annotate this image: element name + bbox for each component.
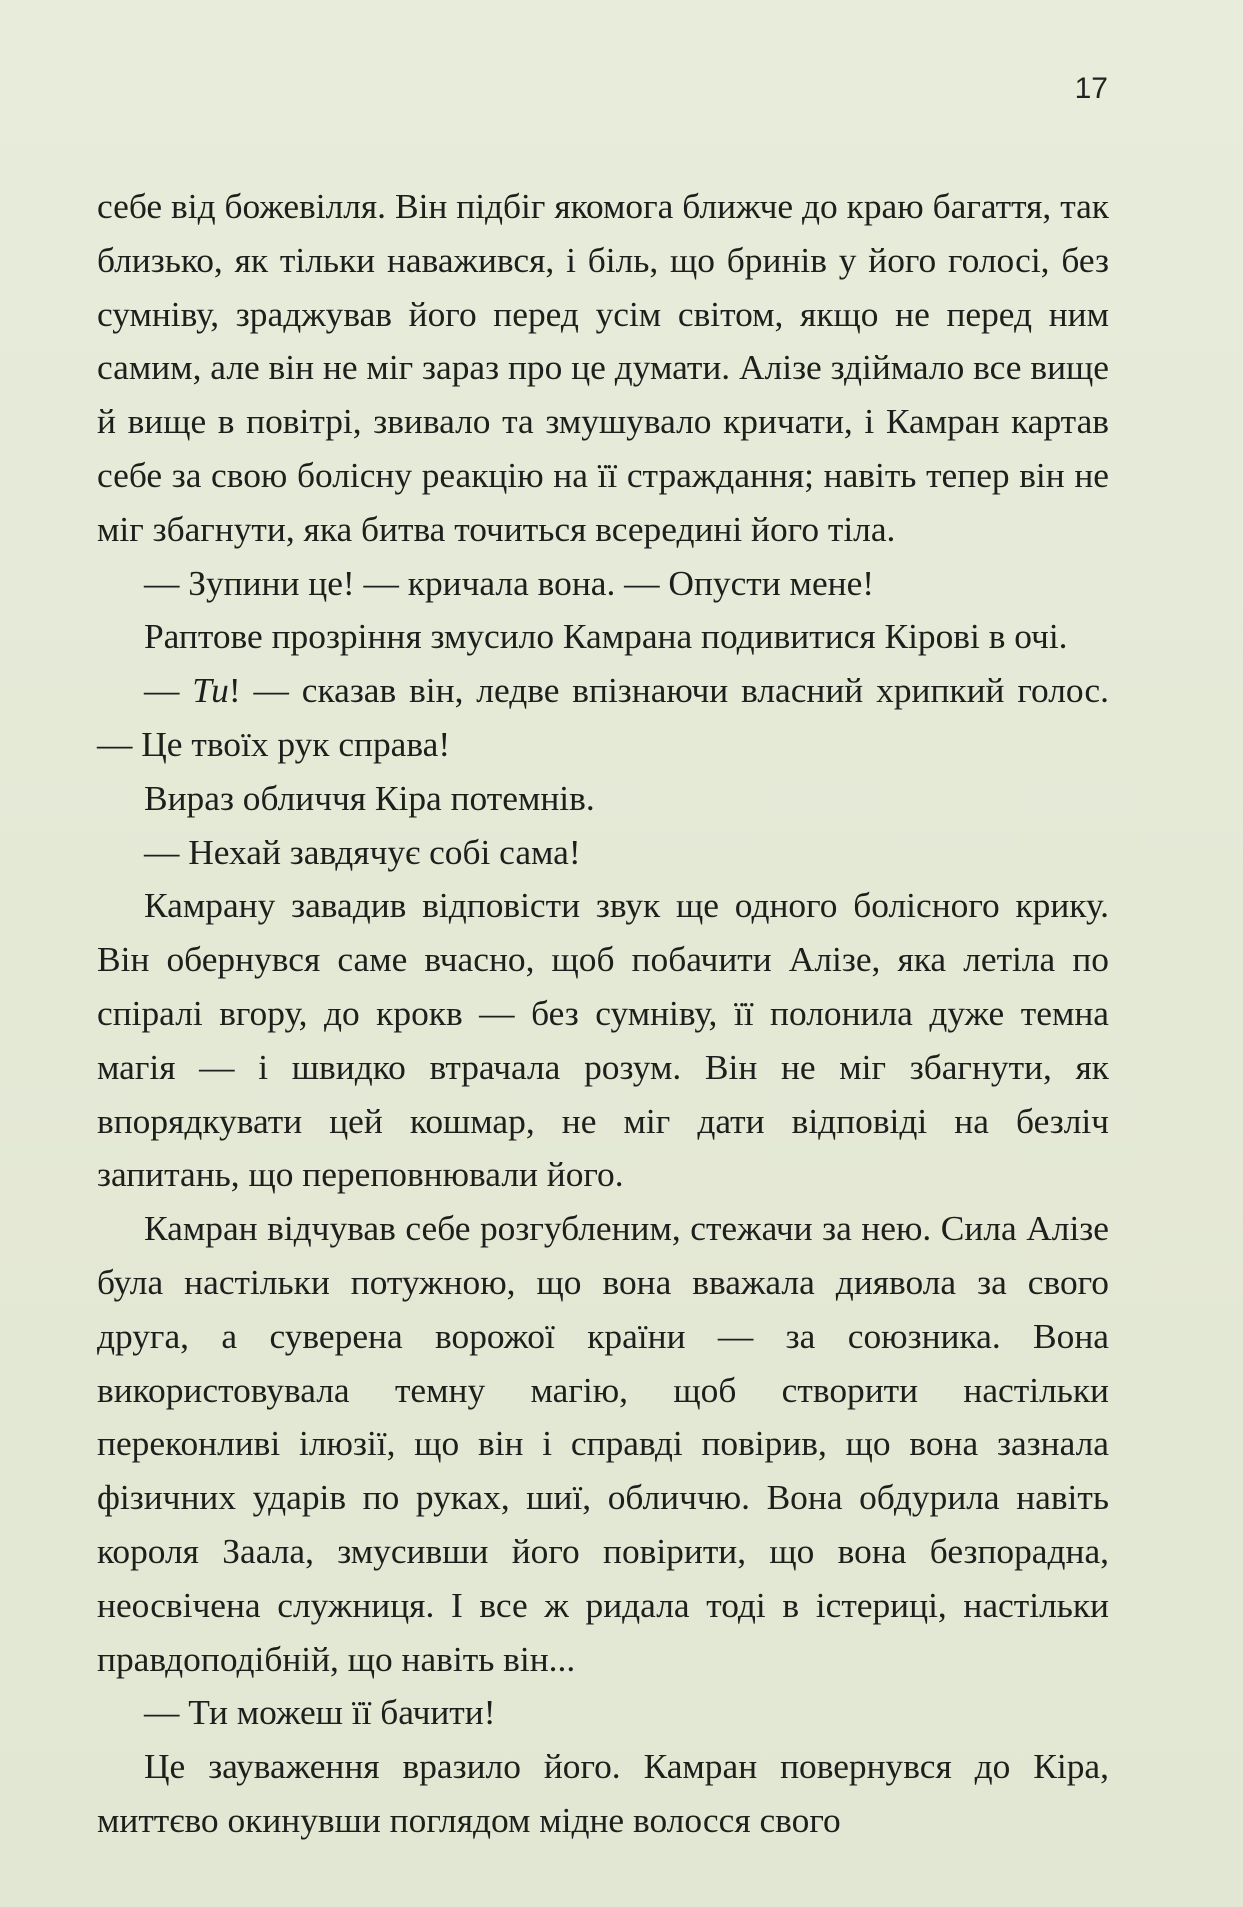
italic-word: Ти — [192, 670, 229, 711]
paragraph-5: Вираз обличчя Кіра потемнів. — [144, 777, 595, 818]
paragraph-6: — Нехай завдячує собі сама! — [144, 831, 581, 872]
paragraph-9: — Ти можеш її бачити! — [144, 1692, 496, 1733]
paragraph-7: Камрану завадив відповісти звук ще одного болісного крику. Він обернувся саме вчасно, щоб побачити Алізе, яка летіла по спіралі вгору, до крокв — без сумніву, її полонила дуже темна магія — і швидко втрачала розум. Він не міг збагнути, як впорядкувати цей кошмар, не міг дати відповіді на безліч запитань, що переповнювали його. — [97, 885, 1109, 1195]
page-number: 17 — [1074, 72, 1108, 105]
paragraph-10: Це зауваження вразило його. Камран повернувся до Кіра, миттєво окинувши поглядом мідне волосся свого — [97, 1746, 1109, 1840]
body-text — [97, 180, 1109, 1848]
paragraph-8: Камран відчував себе розгубленим, стежачи за нею. Сила Алізе була настільки потужною, що вона вважала диявола за свого друга, а суверена ворожої країни — за союзника. Вона використовувала темну магію, щоб створити настільки переконливі ілюзії, що він і справді повірив, що вона зазнала фізичних ударів по руках, шиї, обличчю. Вона обдурила навіть короля Заала, змусивши його повірити, що вона безпорадна, неосвічена служниця. І все ж ридала тоді в істериці, настільки правдоподібній, що навіть він... — [97, 1208, 1109, 1679]
paragraph-2: — Зупини це! — кричала вона. — Опусти мене! — [144, 562, 875, 603]
paragraph-1: себе від божевілля. Він підбіг якомога ближче до краю багаття, так близько, як тільки наважився, і біль, що бринів у його голосі, без сумніву, зраджував його перед усім світом, якщо не перед ним самим, але він не міг зараз про це думати. Алізе здіймало все вище й вище в повітрі, звивало та змушувало кричати, і Камран картав себе за свою болісну реакцію на її страждання; навіть тепер він не міг збагнути, яка битва точиться всередині його тіла. — [97, 186, 1109, 549]
paragraph-4: — Ти! — сказав він, ледве впізнаючи власний хрипкий голос. — Це твоїх рук справа! — [97, 670, 1109, 764]
paragraph-3: Раптове прозріння змусило Камрана подивитися Кірові в очі. — [144, 616, 1068, 657]
paragraph-4-rest: ! — сказав він, ледве впізнаючи власний хрипкий голос. — Це твоїх рук справа! — [97, 670, 1109, 764]
